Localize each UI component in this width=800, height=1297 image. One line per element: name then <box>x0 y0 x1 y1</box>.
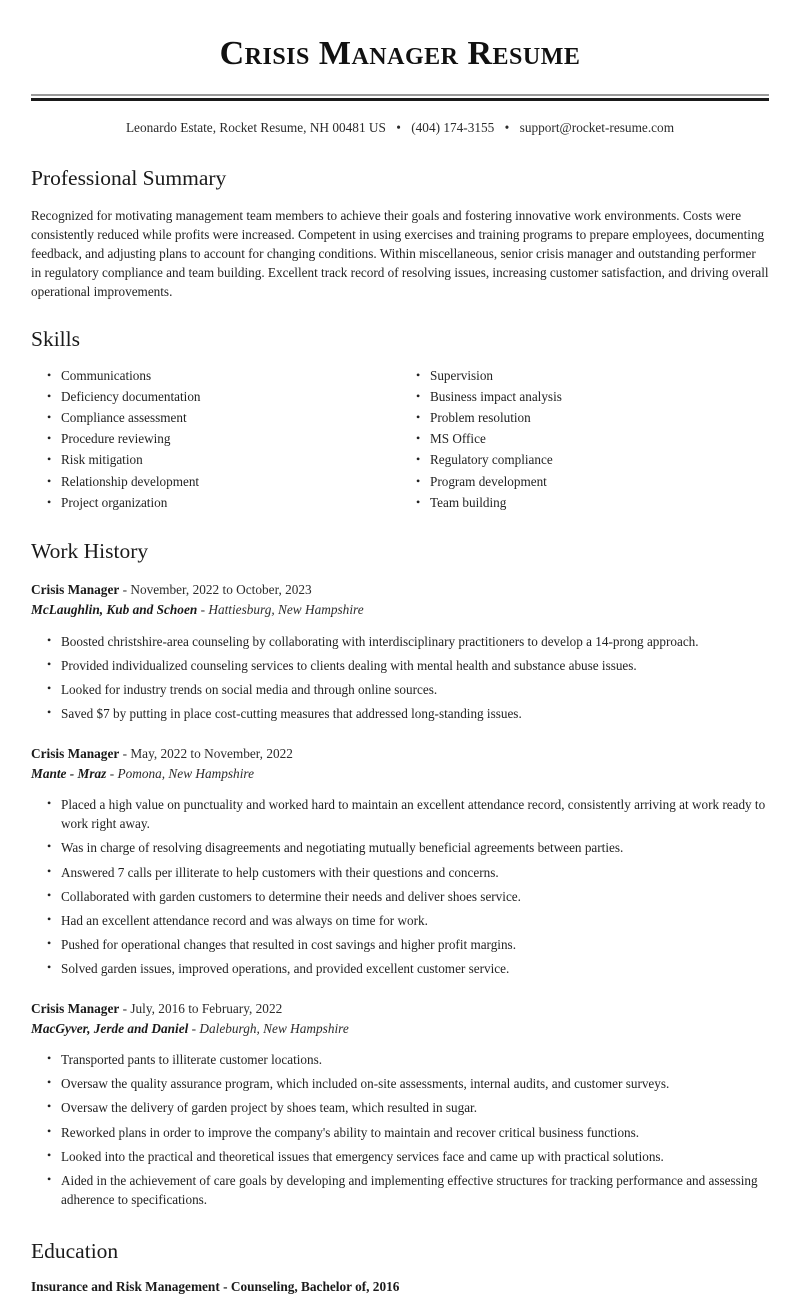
skill-item: • Project organization <box>61 492 400 513</box>
job-company: MacGyver, Jerde and Daniel <box>31 1020 189 1036</box>
job-bullet: • Looked for industry trends on social media and through online sources. <box>61 677 769 701</box>
skill-item: • Supervision <box>430 365 769 386</box>
work-history-entry <box>31 580 769 725</box>
divider-thin-rule <box>31 94 769 96</box>
job-location: Hattiesburg, New Hampshire <box>208 602 364 618</box>
skill-item: • Regulatory compliance <box>430 450 769 471</box>
skills-columns <box>31 365 769 514</box>
job-bullet: • Oversaw the quality assurance program, which included on-site assessments, internal audits, and customer surveys. <box>61 1072 769 1096</box>
skill-item: • Deficiency documentation <box>61 386 400 407</box>
job-bullet: • Collaborated with garden customers to determine their needs and deliver shoes service. <box>61 884 769 908</box>
page-title: Crisis Manager Resume <box>219 35 581 72</box>
divider-thick-rule <box>31 98 769 101</box>
job-company-line <box>31 1019 769 1039</box>
job-bullet: • Saved $7 by putting in place cost-cutting measures that addressed long-standing issues. <box>61 702 769 726</box>
skill-item: • Program development <box>430 471 769 492</box>
skill-item: • Team building <box>430 492 769 513</box>
skills-column-right <box>400 365 769 514</box>
section-heading-education: Education <box>31 1238 119 1263</box>
skill-item: • Relationship development <box>61 471 400 492</box>
job-bullet-list <box>31 793 769 981</box>
job-dates: November, 2022 to October, 2023 <box>130 582 312 598</box>
section-heading-work-history: Work History <box>31 538 149 563</box>
contact-line <box>31 119 769 138</box>
header-divider <box>31 94 769 100</box>
skill-item: • MS Office <box>430 429 769 450</box>
education-entry-line: Insurance and Risk Management - Counseling, Bachelor of, 2016 <box>31 1279 400 1295</box>
job-bullet: • Provided individualized counseling services to clients dealing with mental health and substance abuse issues. <box>61 653 769 677</box>
job-title-line <box>31 580 769 600</box>
work-history-entry <box>31 999 769 1212</box>
job-title-dash: - <box>119 582 131 598</box>
job-bullet: • Was in charge of resolving disagreements and negotiating mutually beneficial agreements between parties. <box>61 836 769 860</box>
job-bullet: • Oversaw the delivery of garden project by shoes team, which resulted in sugar. <box>61 1096 769 1120</box>
job-dates: July, 2016 to February, 2022 <box>130 1000 283 1016</box>
skill-item: • Communications <box>61 365 400 386</box>
job-bullet: • Boosted christshire-area counseling by collaborating with interdisciplinary practitioners to develop a 14-prong approach. <box>61 629 769 653</box>
contact-separator-2: • <box>504 120 510 136</box>
job-company-dash: - <box>197 602 209 618</box>
job-title-dash: - <box>119 745 131 761</box>
job-dates: May, 2022 to November, 2022 <box>130 745 293 761</box>
education-entry <box>31 1277 769 1297</box>
job-bullet: • Reworked plans in order to improve the company's ability to maintain and recover critical business functions. <box>61 1120 769 1144</box>
work-history-entry <box>31 744 769 981</box>
job-company: Mante - Mraz <box>31 765 107 781</box>
contact-email: support@rocket-resume.com <box>519 120 675 136</box>
job-company-line <box>31 764 769 784</box>
work-history-list <box>31 580 769 1211</box>
skills-list-right <box>400 365 769 514</box>
job-title: Crisis Manager <box>31 745 120 761</box>
job-bullet: • Pushed for operational changes that resulted in cost savings and higher profit margins. <box>61 932 769 956</box>
job-company-dash: - <box>106 765 118 781</box>
skill-item: • Compliance assessment <box>61 407 400 428</box>
job-bullet: • Solved garden issues, improved operations, and provided excellent customer service. <box>61 957 769 981</box>
job-location: Pomona, New Hampshire <box>117 765 254 781</box>
job-bullet: • Had an excellent attendance record and was always on time for work. <box>61 908 769 932</box>
contact-phone: (404) 174-3155 <box>411 120 495 136</box>
job-company-line <box>31 600 769 620</box>
job-bullet-list <box>31 629 769 726</box>
skill-item: • Problem resolution <box>430 407 769 428</box>
skills-column-left <box>31 365 400 514</box>
education-list <box>31 1277 769 1297</box>
section-heading-professional-summary: Professional Summary <box>31 165 227 190</box>
job-bullet-list <box>31 1048 769 1212</box>
job-title: Crisis Manager <box>31 582 120 598</box>
job-location: Daleburgh, New Hampshire <box>199 1020 349 1036</box>
contact-address: Leonardo Estate, Rocket Resume, NH 00481 US <box>125 120 386 136</box>
job-bullet: • Transported pants to illiterate customer locations. <box>61 1048 769 1072</box>
skill-item: • Procedure reviewing <box>61 429 400 450</box>
skills-list-left <box>31 365 400 514</box>
skill-item: • Risk mitigation <box>61 450 400 471</box>
job-bullet: • Answered 7 calls per illiterate to help customers with their questions and concerns. <box>61 860 769 884</box>
section-heading-skills: Skills <box>31 327 80 352</box>
job-title: Crisis Manager <box>31 1000 120 1016</box>
job-bullet: • Placed a high value on punctuality and worked hard to maintain an excellent attendance record, consistently arriving at work ready to work right away. <box>61 793 769 836</box>
job-title-line <box>31 999 769 1019</box>
job-title-dash: - <box>119 1000 131 1016</box>
job-company: McLaughlin, Kub and Schoen <box>31 602 198 618</box>
skill-item: • Business impact analysis <box>430 386 769 407</box>
job-bullet: • Aided in the achievement of care goals by developing and implementing effective structures for tracking performance and assessing adherence to specifications. <box>61 1168 769 1211</box>
job-title-line <box>31 744 769 764</box>
job-company-dash: - <box>188 1020 200 1036</box>
job-bullet: • Looked into the practical and theoretical issues that emergency services face and came up with practical solutions. <box>61 1144 769 1168</box>
contact-separator-1: • <box>396 120 401 136</box>
professional-summary-text: Recognized for motivating management team members to achieve their goals and fostering innovative work environments. Costs were consistently reduced while profits were increased. Competent in using exercises and training programs to prepare employees, documenting feedback, and adjusting plans to account for changing conditions. Within miscellaneous, senior crisis manager and outstanding performer in regulatory compliance and team building. Excellent track record of resolving issues, increasing customer satisfaction, and driving overall operational improvements. <box>31 207 769 300</box>
